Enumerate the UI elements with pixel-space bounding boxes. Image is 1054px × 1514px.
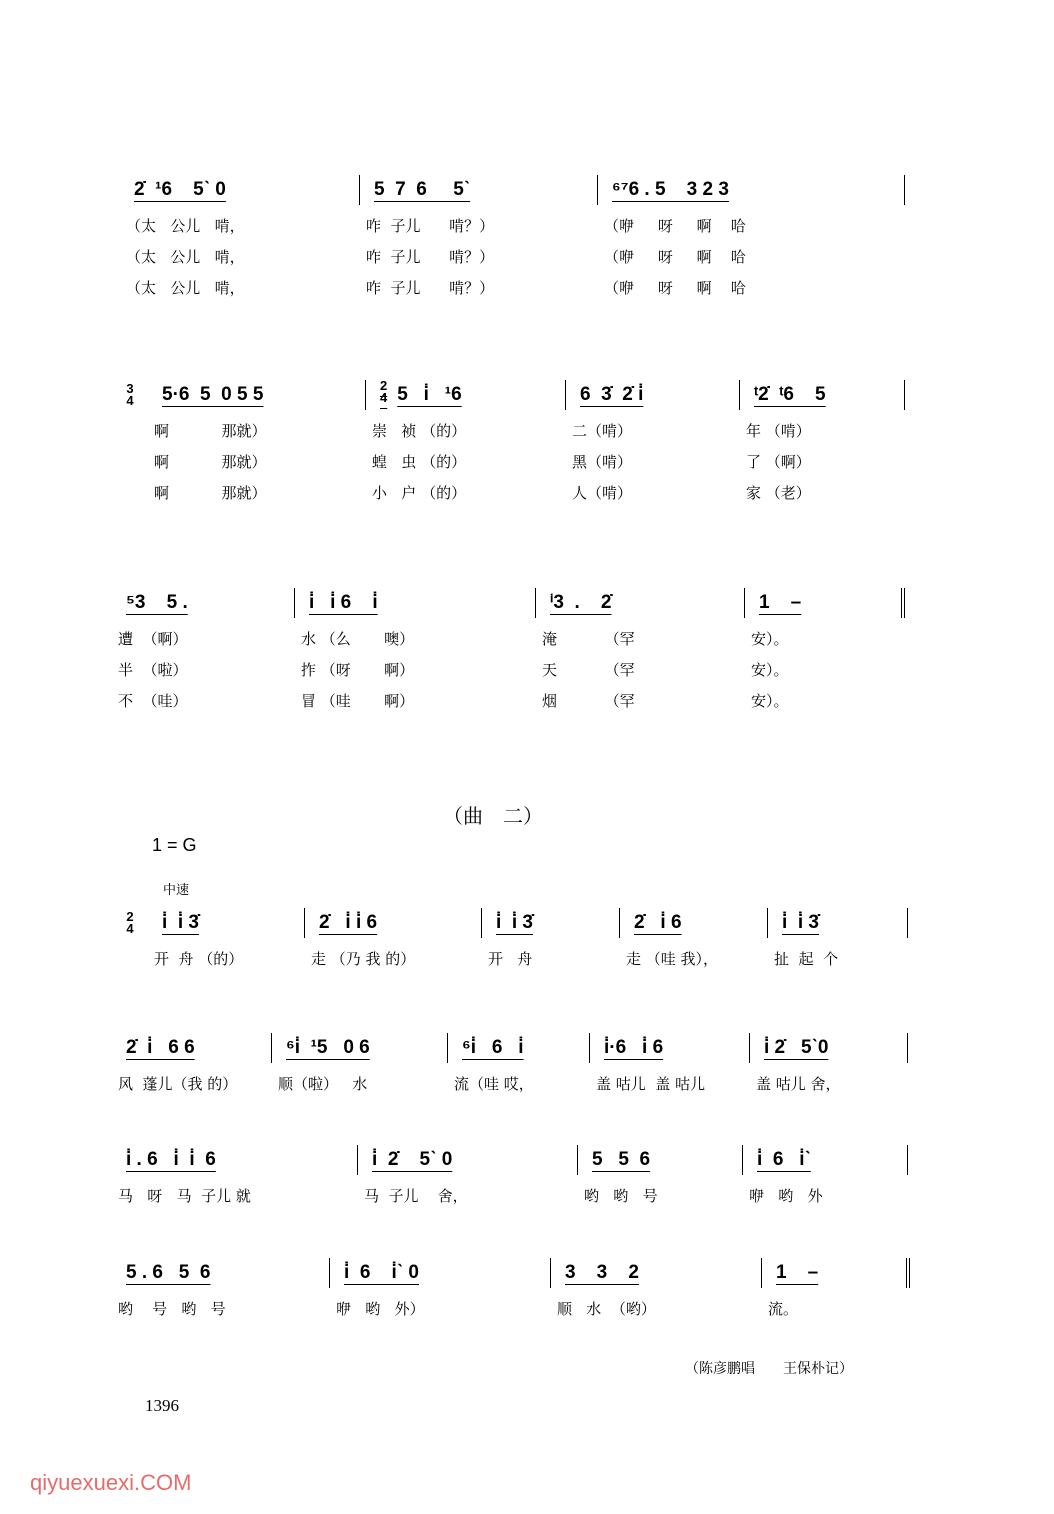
lyric-segment: （太 公儿 啃，: [126, 217, 245, 235]
lyric-segment: 哟 哟 号: [584, 1187, 658, 1205]
lyric-segment: 家 （老）: [746, 484, 811, 502]
lyric-segment: （太 公儿 啃，: [126, 248, 245, 266]
measure: i̇·6 i̇ 6: [590, 1033, 750, 1063]
lyric-segment: 走 （哇 我），: [626, 950, 719, 968]
lyric-segment: （咿 呀 啊 哈: [604, 279, 746, 297]
measure: ⁱ3 . 2̇: [536, 588, 745, 618]
lyric-segment: （咿 呀 啊 哈: [604, 248, 746, 266]
measure: ⁶i̇ 6 i̇: [448, 1033, 590, 1063]
measure: i̇ i̇ 3̇: [482, 908, 620, 938]
time-signature: [112, 383, 148, 407]
lyric-segment: 马 子儿 舍，: [364, 1187, 468, 1205]
measure: 2̇ ¹6 5ˋ 0: [120, 175, 360, 205]
lyric-segment: 烟 （罕: [542, 692, 635, 710]
lyric-segment: 盖 咕儿 盖 咕儿: [596, 1075, 706, 1093]
lyric-segment: 流。: [768, 1300, 799, 1318]
measure: 5 . 6 5 6: [112, 1258, 330, 1288]
credit: （陈彦鹏唱 王保朴记）: [685, 1361, 853, 1377]
score-system: [0, 375, 1054, 508]
lyric-line: [0, 241, 1054, 272]
measure: i̇ i̇ 3̇: [768, 908, 908, 938]
measure: i̇ i̇ 6 i̇: [295, 588, 536, 618]
measure: ⁶⁷6 . 5 3 2 3: [598, 175, 905, 205]
time-signature-digit: 2: [126, 909, 134, 924]
lyric-line: [0, 210, 1054, 241]
lyric-segment: 风 蓬儿（我 的）: [118, 1075, 238, 1093]
score-system: [0, 1140, 1054, 1211]
lyric-segment: 开 舟: [488, 950, 533, 968]
lyric-line: [0, 272, 1054, 303]
measure: 6 3̇ 2̇ i̇: [566, 380, 740, 410]
lyric-segment: （太 公儿 啃，: [126, 279, 245, 297]
lyric-segment: 开 舟 （的）: [154, 950, 244, 968]
measure: i̇ . 6 i̇ i̇ 6: [112, 1145, 358, 1175]
lyric-segment: 了 （啊）: [746, 453, 811, 471]
lyric-segment: 扯 起 个: [774, 950, 839, 968]
lyric-line: [0, 623, 1054, 654]
notation-row: [0, 583, 1054, 623]
lyric-segment: 安）。: [751, 661, 789, 679]
lyric-segment: 安）。: [751, 630, 789, 648]
notation-row: [0, 375, 1054, 415]
measure: i̇ 6 i̇ˋ: [743, 1145, 908, 1175]
measure: ᵗ2̇ ᵗ6 5: [740, 380, 905, 410]
time-signature: [112, 911, 148, 935]
measure: ⁵3 5 .: [112, 588, 295, 618]
measure: 2̇ i̇ 6: [620, 908, 768, 938]
score-system: [0, 1028, 1054, 1099]
lyric-line: [0, 415, 1054, 446]
lyric-segment: 盖 咕儿 舍，: [756, 1075, 841, 1093]
lyric-segment: 不 （哇）: [118, 692, 188, 710]
section-title: （曲 二）: [443, 804, 543, 828]
lyric-segment: 啊 那就）: [154, 484, 267, 502]
lyric-segment: 咿 哟 外: [749, 1187, 823, 1205]
lyric-line: [0, 446, 1054, 477]
lyric-segment: 咋 子儿 啃？）: [366, 217, 495, 235]
measure: ⁶i̇ ¹5 0 6: [272, 1033, 448, 1063]
time-signature: [380, 380, 387, 410]
notation-row: [0, 1028, 1054, 1068]
lyric-segment: 咋 子儿 啃？）: [366, 279, 495, 297]
lyric-segment: 蝗 虫 （的）: [372, 453, 467, 471]
lyric-segment: 二（啃）: [572, 422, 633, 440]
measure-notes: 5 i̇ ¹6: [397, 384, 462, 405]
lyric-line: [0, 654, 1054, 685]
lyric-line: [0, 943, 1054, 974]
time-signature-digit: 4: [126, 921, 134, 936]
tempo-marking: 中速: [163, 883, 190, 898]
notation-row: [0, 1253, 1054, 1293]
lyric-line: [0, 477, 1054, 508]
time-signature-digit: 3: [126, 381, 134, 396]
lyric-segment: 哟 号 哟 号: [118, 1300, 226, 1318]
watermark: qiyuexuexi.COM: [30, 1470, 192, 1495]
lyric-line: [0, 1293, 1054, 1324]
lyric-line: [0, 1068, 1054, 1099]
measure: 5 5 6: [578, 1145, 743, 1175]
lyric-segment: 崇 祯 （的）: [372, 422, 467, 440]
lyric-segment: 安）。: [751, 692, 789, 710]
lyric-segment: 小 户 （的）: [372, 484, 467, 502]
lyric-segment: 水 （么 噢）: [301, 630, 415, 648]
lyric-segment: 咋 子儿 啃？）: [366, 248, 495, 266]
notation-row: [0, 1140, 1054, 1180]
lyric-segment: 黑（啃）: [572, 453, 633, 471]
measure: i̇ 2̇ 5ˋ0: [750, 1033, 908, 1063]
lyric-segment: 冒 （哇 啊）: [301, 692, 415, 710]
score-system: [0, 903, 1054, 974]
lyric-segment: 顺（啦） 水: [278, 1075, 368, 1093]
key-signature: 1 = G: [152, 835, 197, 855]
score-system: [0, 1253, 1054, 1324]
lyric-line: [0, 1180, 1054, 1211]
time-signature-digit: 4: [380, 390, 388, 405]
score-system: [0, 583, 1054, 716]
lyric-segment: 顺 水 （哟）: [557, 1300, 656, 1318]
page-number: 1396: [145, 1396, 179, 1415]
notation-row: [0, 903, 1054, 943]
lyric-segment: 马 呀 马 子儿 就: [118, 1187, 251, 1205]
lyric-segment: 啊 那就）: [154, 422, 267, 440]
time-signature-digit: 4: [126, 393, 134, 408]
measure: 5 7 6 5ˋ: [360, 175, 598, 205]
lyric-segment: 遭 （啊）: [118, 630, 188, 648]
lyric-segment: 淹 （罕: [542, 630, 635, 648]
measure: i̇ 2̇ 5ˋ 0: [358, 1145, 578, 1175]
measure: i̇ 6 i̇ˋ 0: [330, 1258, 551, 1288]
time-signature-digit: 2: [380, 378, 388, 393]
measure: 1 –: [745, 588, 905, 618]
lyric-segment: 拃 （呀 啊）: [301, 661, 415, 679]
lyric-segment: （咿 呀 啊 哈: [604, 217, 746, 235]
lyric-segment: 咿 哟 外）: [336, 1300, 425, 1318]
lyric-segment: 走 （乃 我 的）: [311, 950, 416, 968]
measure: i̇ i̇ 3̇: [148, 908, 305, 938]
lyric-segment: 半 （啦）: [118, 661, 188, 679]
lyric-line: [0, 685, 1054, 716]
lyric-segment: 人（啃）: [572, 484, 633, 502]
lyric-segment: 流（哇 哎，: [454, 1075, 534, 1093]
measure: 2̇ i̇ i̇ 6: [305, 908, 482, 938]
notation-row: [0, 170, 1054, 210]
score-system: [0, 170, 1054, 303]
lyric-segment: 天 （罕: [542, 661, 635, 679]
measure: 3 3 2: [551, 1258, 762, 1288]
lyric-segment: 啊 那就）: [154, 453, 267, 471]
measure: 2̇ i̇ 6 6: [112, 1033, 272, 1063]
measure: 1 –: [762, 1258, 910, 1288]
measure: [366, 380, 566, 410]
measure: 5·6 5 0 5 5: [148, 380, 366, 410]
lyric-segment: 年 （啃）: [746, 422, 811, 440]
